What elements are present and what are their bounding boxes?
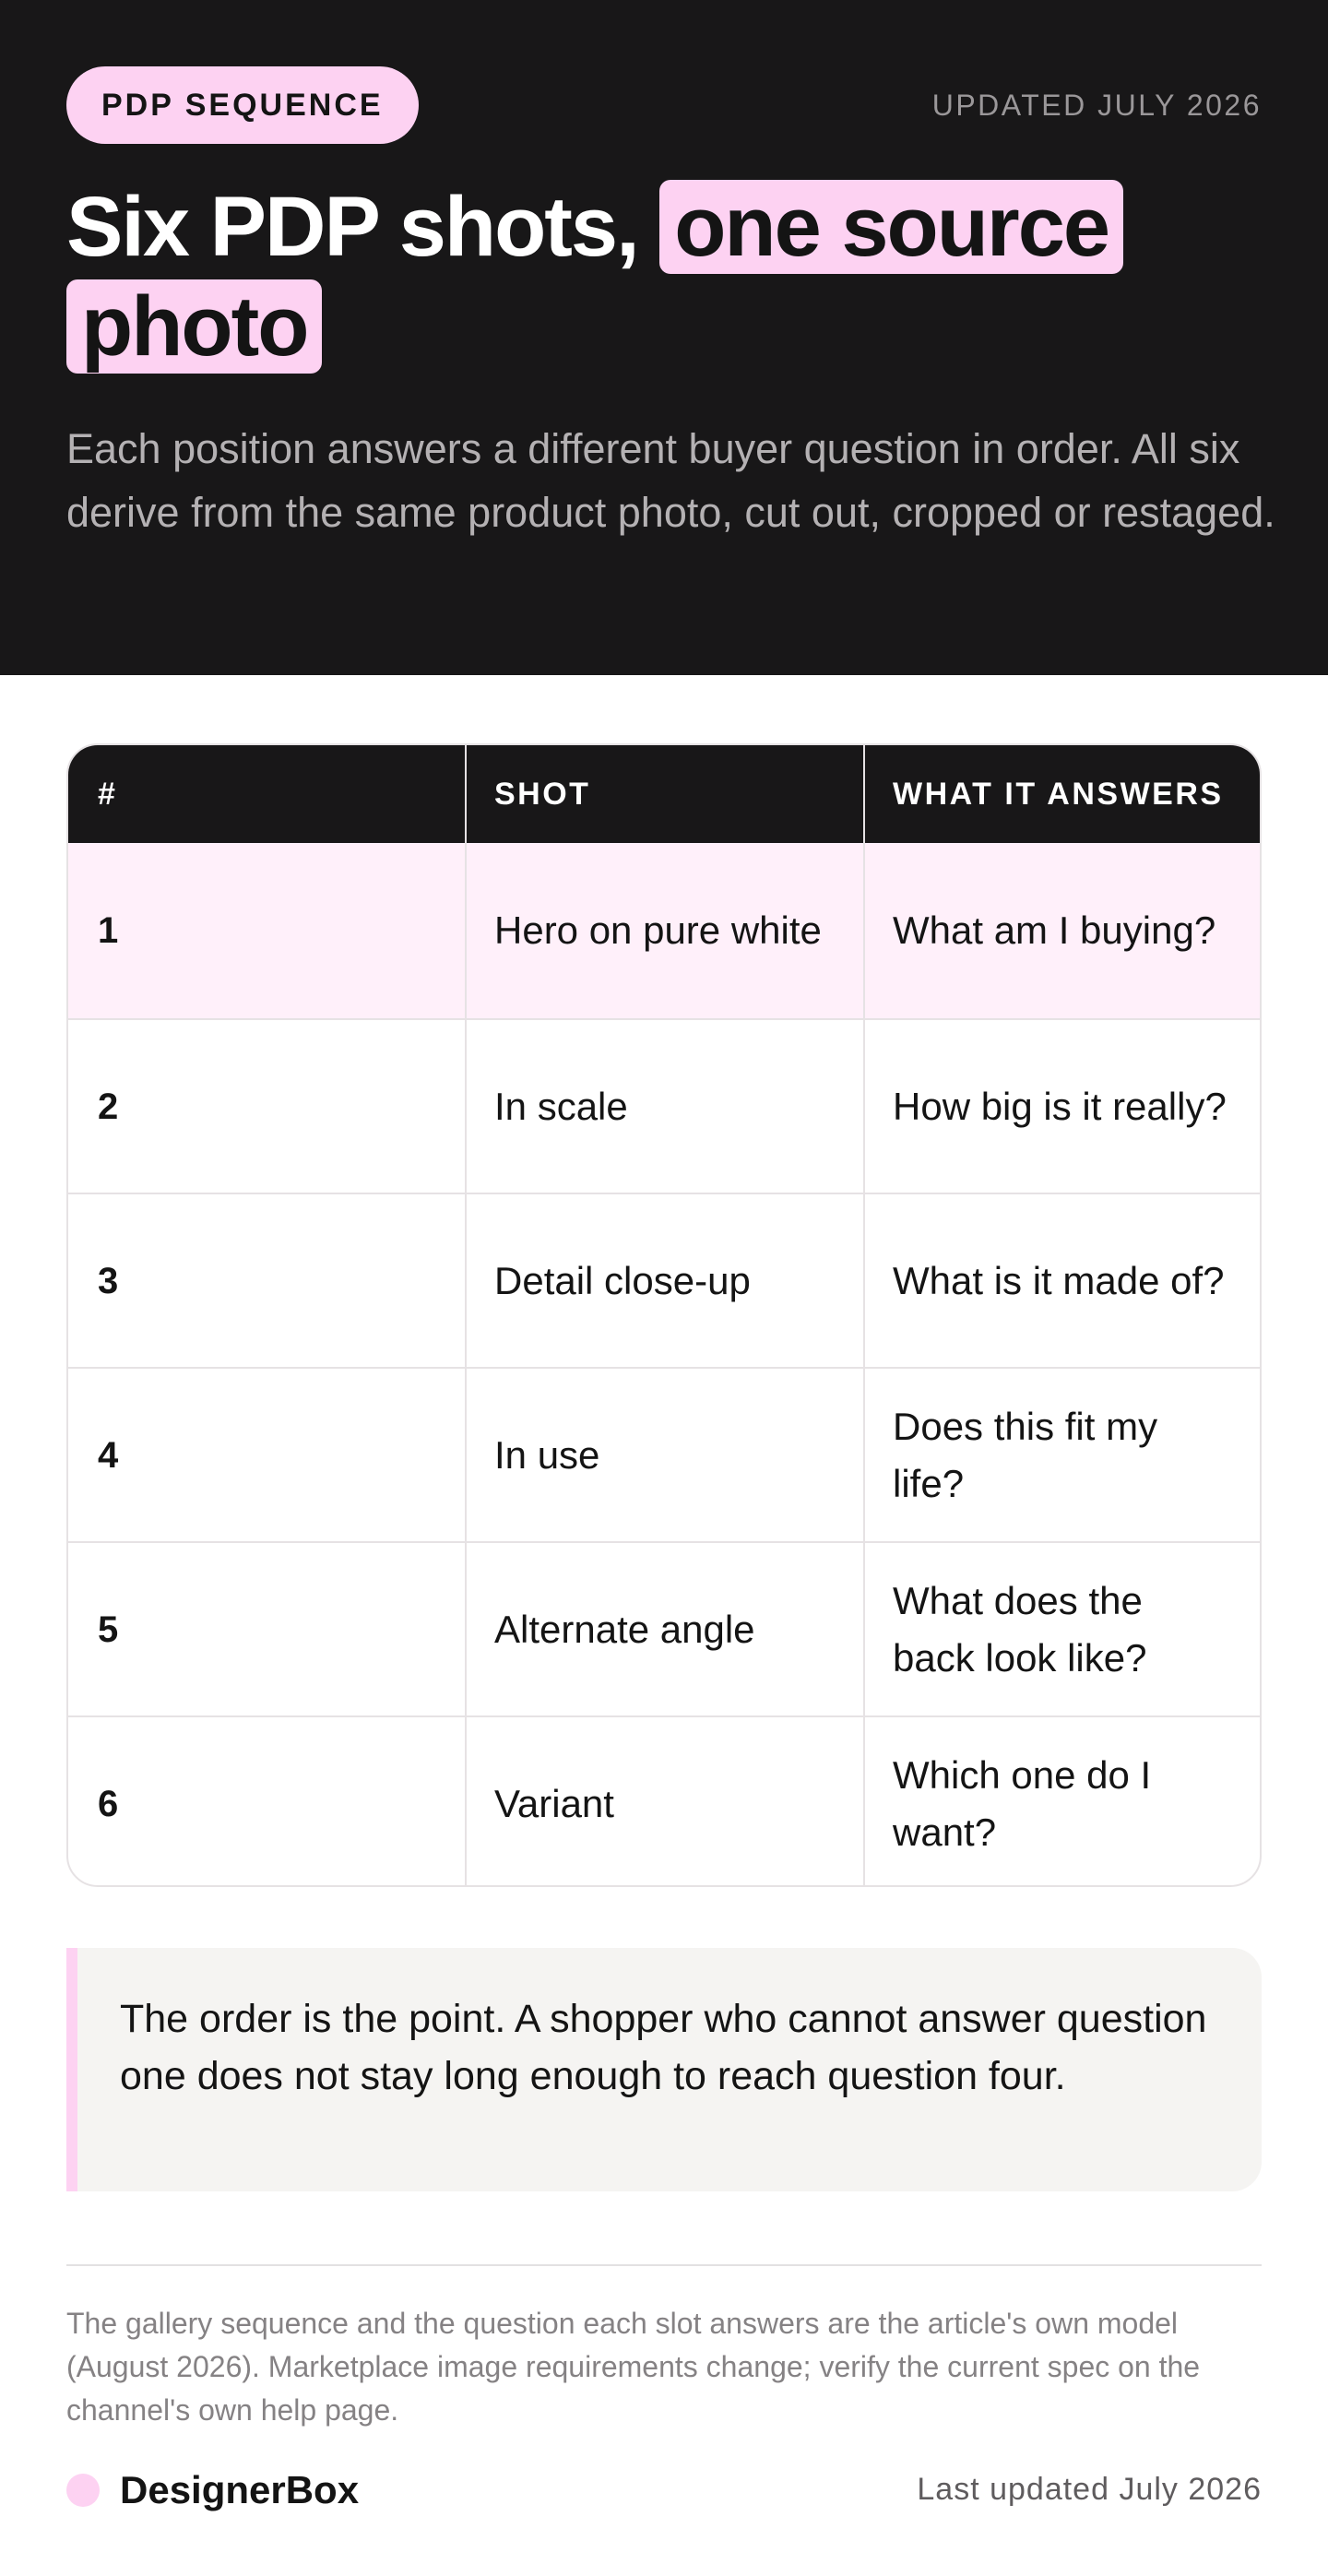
row-shot: Detail close-up [494, 1259, 751, 1302]
page-title [66, 177, 1265, 376]
row-shot: Hero on pure white [494, 908, 822, 952]
column-divider [465, 745, 467, 1885]
column-header-number: # [98, 776, 118, 812]
last-updated: Last updated July 2026 [917, 2472, 1262, 2507]
table-row [68, 1018, 1260, 1193]
footnote: The gallery sequence and the question each slot answers are the article's own model (August 2026). Marketplace image requirements change; verify the current spec on the channel's own help page. [66, 2307, 1201, 2427]
row-answers: What am I buying? [893, 908, 1216, 952]
row-answers: What does the back look like? [893, 1579, 1147, 1680]
table-header [68, 745, 1260, 843]
shot-sequence-table [66, 743, 1262, 1887]
page-subtitle: Each position answers a different buyer question in order. All six derive from the same product photo, cut out, cropped or restaged. [66, 425, 1275, 536]
row-shot: Alternate angle [494, 1608, 755, 1651]
brand-logo-dot [66, 2474, 100, 2507]
row-shot: Variant [494, 1782, 614, 1825]
row-number: 2 [98, 1086, 119, 1127]
table-row [68, 1367, 1260, 1542]
row-number: 4 [98, 1434, 119, 1476]
table-row [68, 1541, 1260, 1716]
category-badge: PDP SEQUENCE [66, 66, 419, 144]
row-shot: In scale [494, 1085, 628, 1128]
brand-name: DesignerBox [120, 2468, 360, 2511]
hero-header [0, 0, 1328, 675]
title-highlight-1: one source [659, 180, 1123, 274]
column-divider [863, 745, 865, 1885]
title-highlight-2: photo [66, 279, 322, 374]
row-number: 5 [98, 1609, 119, 1650]
row-number: 3 [98, 1260, 119, 1301]
row-answers: Which one do I want? [893, 1753, 1152, 1854]
row-shot: In use [494, 1433, 600, 1477]
footer-divider [66, 2264, 1262, 2266]
row-number: 6 [98, 1783, 119, 1824]
row-answers: How big is it really? [893, 1085, 1227, 1128]
row-number: 1 [98, 909, 119, 951]
table-row [68, 843, 1260, 1018]
row-answers: Does this fit my life? [893, 1405, 1158, 1505]
table-row [68, 1715, 1260, 1887]
row-answers: What is it made of? [893, 1259, 1225, 1302]
title-plain: Six PDP shots, [66, 180, 660, 274]
callout-quote: The order is the point. A shopper who cannot answer question one does not stay long enough to reach question four. [66, 1948, 1262, 2191]
column-header-answers: WHAT IT ANSWERS [893, 776, 1224, 812]
column-header-shot: SHOT [494, 776, 591, 812]
updated-date: UPDATED JULY 2026 [931, 89, 1262, 122]
table-row [68, 1193, 1260, 1368]
